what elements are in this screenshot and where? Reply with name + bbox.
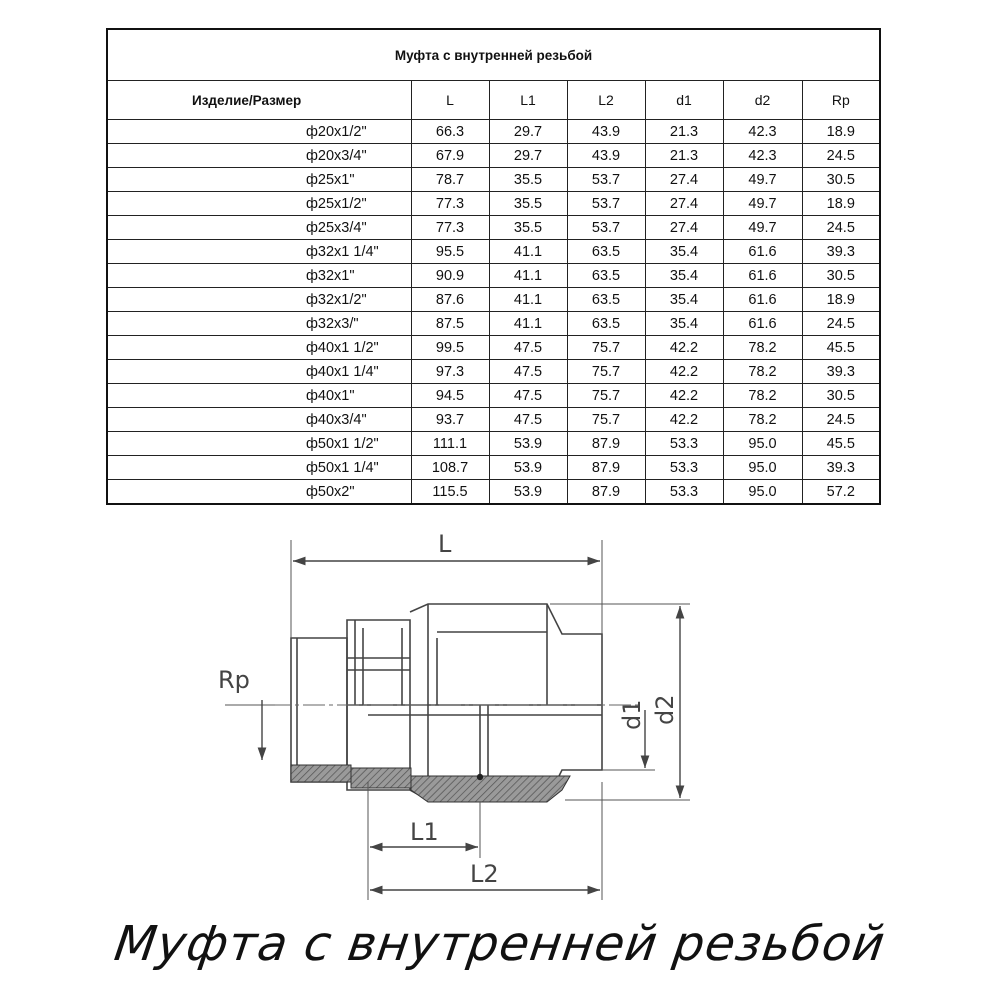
- value-cell: 24.5: [802, 408, 880, 432]
- table-body: [107, 120, 880, 505]
- value-cell: 18.9: [802, 288, 880, 312]
- size-cell: ф20х1/2": [107, 120, 411, 144]
- value-cell: 53.9: [489, 456, 567, 480]
- header-L2: L2: [567, 81, 645, 120]
- value-cell: 108.7: [411, 456, 489, 480]
- value-cell: 42.2: [645, 336, 723, 360]
- size-cell: ф32х1": [107, 264, 411, 288]
- value-cell: 53.3: [645, 432, 723, 456]
- size-cell: ф50х2": [107, 480, 411, 505]
- size-cell: ф25х3/4": [107, 216, 411, 240]
- value-cell: 57.2: [802, 480, 880, 505]
- value-cell: 95.0: [723, 432, 802, 456]
- value-cell: 35.4: [645, 312, 723, 336]
- value-cell: 95.0: [723, 480, 802, 505]
- value-cell: 35.4: [645, 288, 723, 312]
- value-cell: 90.9: [411, 264, 489, 288]
- value-cell: 41.1: [489, 264, 567, 288]
- value-cell: 78.2: [723, 336, 802, 360]
- value-cell: 35.4: [645, 264, 723, 288]
- header-L: L: [411, 81, 489, 120]
- spec-table: [106, 28, 881, 505]
- size-cell: ф50х1 1/4": [107, 456, 411, 480]
- value-cell: 75.7: [567, 360, 645, 384]
- value-cell: 29.7: [489, 144, 567, 168]
- table-row: [107, 144, 880, 168]
- table-row: [107, 312, 880, 336]
- table-row: [107, 432, 880, 456]
- label-d1: d1: [618, 699, 646, 730]
- value-cell: 67.9: [411, 144, 489, 168]
- value-cell: 29.7: [489, 120, 567, 144]
- value-cell: 87.9: [567, 480, 645, 505]
- value-cell: 78.2: [723, 384, 802, 408]
- value-cell: 18.9: [802, 192, 880, 216]
- value-cell: 53.7: [567, 192, 645, 216]
- size-cell: ф40х1": [107, 384, 411, 408]
- label-Rp: Rp: [218, 666, 250, 694]
- header-L1: L1: [489, 81, 567, 120]
- value-cell: 94.5: [411, 384, 489, 408]
- size-cell: ф32х1 1/4": [107, 240, 411, 264]
- value-cell: 63.5: [567, 312, 645, 336]
- label-L: L: [438, 530, 452, 558]
- value-cell: 78.7: [411, 168, 489, 192]
- value-cell: 43.9: [567, 144, 645, 168]
- value-cell: 87.6: [411, 288, 489, 312]
- table-row: [107, 336, 880, 360]
- value-cell: 78.2: [723, 360, 802, 384]
- value-cell: 24.5: [802, 312, 880, 336]
- value-cell: 77.3: [411, 216, 489, 240]
- size-cell: ф40х3/4": [107, 408, 411, 432]
- label-L1: L1: [410, 818, 439, 846]
- value-cell: 35.5: [489, 192, 567, 216]
- table-row: [107, 480, 880, 505]
- value-cell: 45.5: [802, 336, 880, 360]
- table-row: [107, 384, 880, 408]
- value-cell: 35.5: [489, 216, 567, 240]
- value-cell: 24.5: [802, 216, 880, 240]
- value-cell: 77.3: [411, 192, 489, 216]
- value-cell: 21.3: [645, 144, 723, 168]
- value-cell: 18.9: [802, 120, 880, 144]
- value-cell: 39.3: [802, 240, 880, 264]
- value-cell: 53.7: [567, 168, 645, 192]
- value-cell: 111.1: [411, 432, 489, 456]
- value-cell: 66.3: [411, 120, 489, 144]
- value-cell: 42.2: [645, 408, 723, 432]
- section-hatching: [291, 765, 570, 802]
- value-cell: 87.9: [567, 456, 645, 480]
- value-cell: 41.1: [489, 288, 567, 312]
- table-row: [107, 288, 880, 312]
- value-cell: 63.5: [567, 288, 645, 312]
- value-cell: 53.3: [645, 456, 723, 480]
- table-title: Муфта с внутренней резьбой: [107, 29, 880, 81]
- size-cell: ф32х1/2": [107, 288, 411, 312]
- value-cell: 21.3: [645, 120, 723, 144]
- value-cell: 42.3: [723, 144, 802, 168]
- value-cell: 97.3: [411, 360, 489, 384]
- value-cell: 78.2: [723, 408, 802, 432]
- size-cell: ф40х1 1/2": [107, 336, 411, 360]
- value-cell: 35.4: [645, 240, 723, 264]
- size-cell: ф25х1/2": [107, 192, 411, 216]
- value-cell: 45.5: [802, 432, 880, 456]
- value-cell: 42.3: [723, 120, 802, 144]
- value-cell: 27.4: [645, 216, 723, 240]
- value-cell: 95.5: [411, 240, 489, 264]
- size-cell: ф32х3/": [107, 312, 411, 336]
- value-cell: 75.7: [567, 384, 645, 408]
- value-cell: 75.7: [567, 336, 645, 360]
- value-cell: 61.6: [723, 288, 802, 312]
- value-cell: 42.2: [645, 384, 723, 408]
- value-cell: 61.6: [723, 264, 802, 288]
- value-cell: 39.3: [802, 360, 880, 384]
- header-d2: d2: [723, 81, 802, 120]
- table-row: [107, 120, 880, 144]
- table-header-row: [107, 81, 880, 120]
- table-row: [107, 192, 880, 216]
- value-cell: 61.6: [723, 312, 802, 336]
- value-cell: 53.9: [489, 480, 567, 505]
- value-cell: 53.3: [645, 480, 723, 505]
- value-cell: 53.9: [489, 432, 567, 456]
- value-cell: 87.9: [567, 432, 645, 456]
- value-cell: 49.7: [723, 192, 802, 216]
- value-cell: 53.7: [567, 216, 645, 240]
- value-cell: 47.5: [489, 408, 567, 432]
- coupling-drawing: [0, 520, 1000, 920]
- value-cell: 95.0: [723, 456, 802, 480]
- value-cell: 49.7: [723, 216, 802, 240]
- header-Rp: Rp: [802, 81, 880, 120]
- value-cell: 47.5: [489, 336, 567, 360]
- table-row: [107, 240, 880, 264]
- value-cell: 43.9: [567, 120, 645, 144]
- label-d2: d2: [651, 694, 679, 725]
- value-cell: 27.4: [645, 192, 723, 216]
- size-cell: ф40х1 1/4": [107, 360, 411, 384]
- value-cell: 75.7: [567, 408, 645, 432]
- value-cell: 47.5: [489, 360, 567, 384]
- value-cell: 30.5: [802, 264, 880, 288]
- value-cell: 87.5: [411, 312, 489, 336]
- value-cell: 30.5: [802, 384, 880, 408]
- value-cell: 41.1: [489, 240, 567, 264]
- drawing-caption: Муфта с внутренней резьбой: [111, 916, 889, 972]
- size-cell: ф25х1": [107, 168, 411, 192]
- value-cell: 42.2: [645, 360, 723, 384]
- value-cell: 99.5: [411, 336, 489, 360]
- value-cell: 115.5: [411, 480, 489, 505]
- table-row: [107, 168, 880, 192]
- value-cell: 63.5: [567, 264, 645, 288]
- value-cell: 93.7: [411, 408, 489, 432]
- size-cell: ф50х1 1/2": [107, 432, 411, 456]
- header-d1: d1: [645, 81, 723, 120]
- table-row: [107, 456, 880, 480]
- value-cell: 61.6: [723, 240, 802, 264]
- label-L2: L2: [470, 860, 499, 888]
- table-row: [107, 360, 880, 384]
- value-cell: 47.5: [489, 384, 567, 408]
- value-cell: 30.5: [802, 168, 880, 192]
- value-cell: 41.1: [489, 312, 567, 336]
- value-cell: 39.3: [802, 456, 880, 480]
- header-product: Изделие/Размер: [107, 81, 411, 120]
- table-row: [107, 408, 880, 432]
- value-cell: 24.5: [802, 144, 880, 168]
- value-cell: 35.5: [489, 168, 567, 192]
- value-cell: 49.7: [723, 168, 802, 192]
- table-row: [107, 264, 880, 288]
- table-row: [107, 216, 880, 240]
- size-cell: ф20х3/4": [107, 144, 411, 168]
- value-cell: 27.4: [645, 168, 723, 192]
- value-cell: 63.5: [567, 240, 645, 264]
